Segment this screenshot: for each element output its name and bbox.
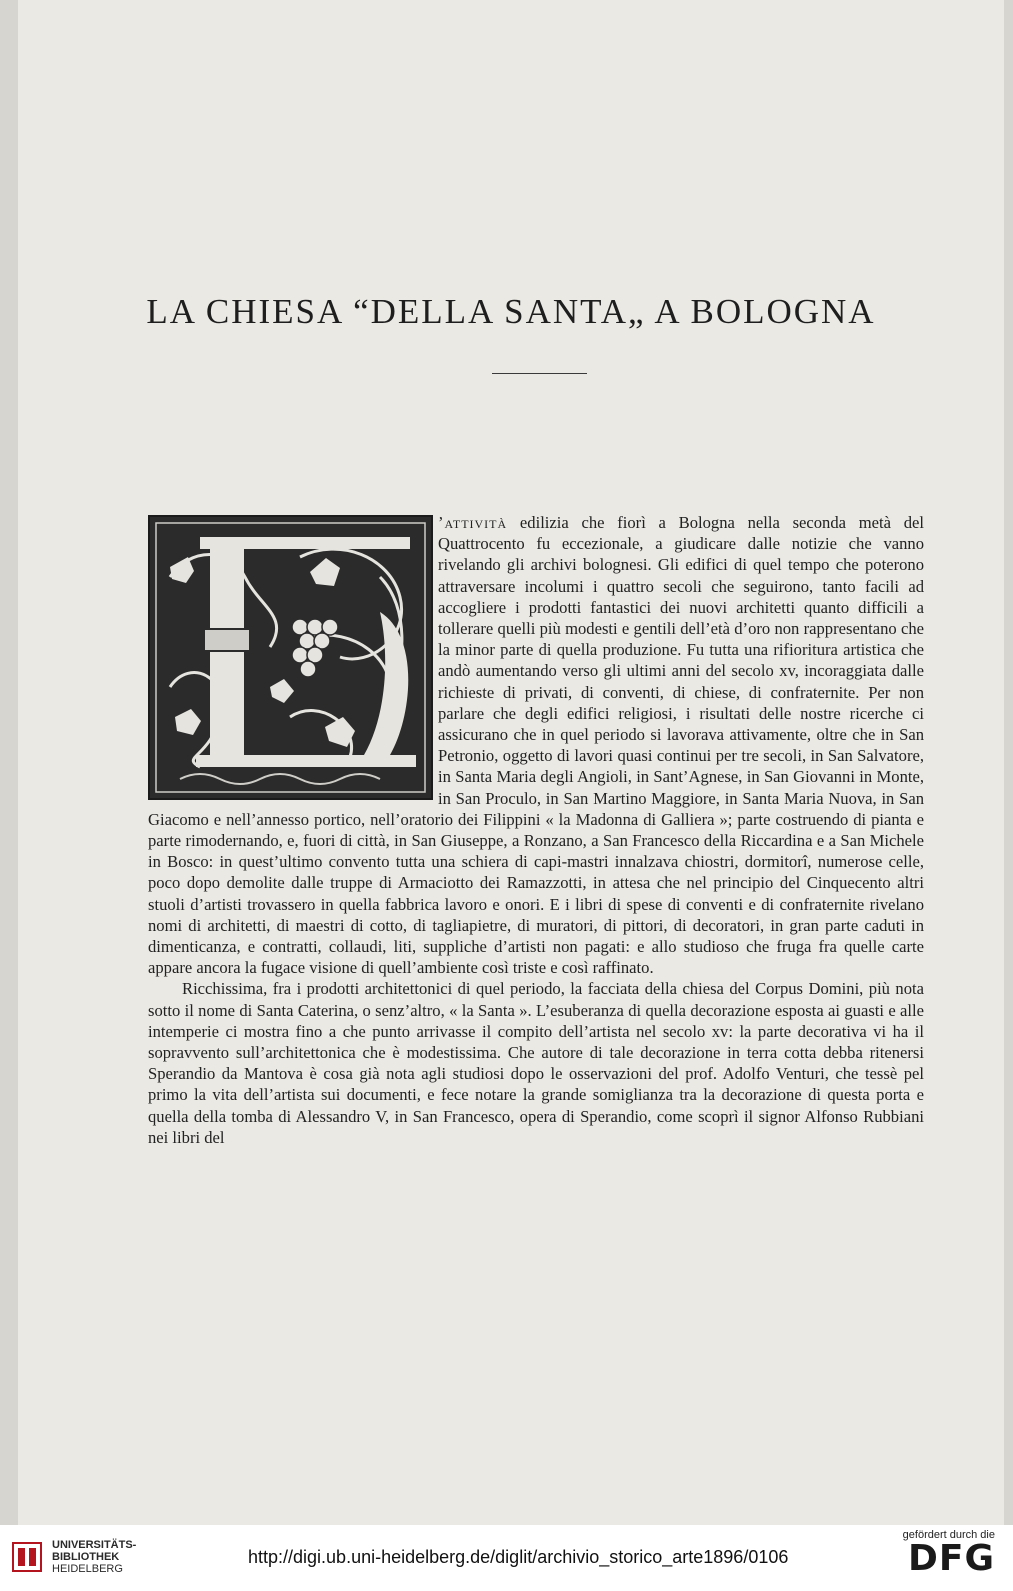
opening-words: ’attività	[438, 513, 508, 532]
footer-bar	[0, 1525, 1013, 1591]
library-line-2: BIBLIOTHEK	[52, 1551, 120, 1563]
library-line-1: UNIVERSITÄTS-	[52, 1539, 137, 1551]
dfg-logo: DFG	[907, 1538, 995, 1579]
university-library-icon	[12, 1542, 42, 1572]
title-divider	[492, 373, 587, 374]
article-body	[148, 512, 924, 1148]
permalink-url[interactable]: http://digi.ub.uni-heidelberg.de/diglit/archivio_storico_arte1896/0106	[248, 1547, 789, 1567]
article-title: LA CHIESA “DELLA SANTA„ A BOLOGNA	[146, 292, 876, 331]
funder-block[interactable]	[903, 1529, 995, 1577]
paragraph-2: Ricchissima, fra i prodotti architettonici di quel periodo, la facciata della chiesa del Corpus Domini, più nota sotto il nome di Santa Caterina, o senz’altro, « la Santa ». L’esuberanza di quella decorazione esposta ai guasti e alle intemperie ci mostra fino a che punto arrivasse il compito dell’artista nel secolo xv: la parte decorativa vi ha il sopravvento sull’architettonica che è modestissima. Che autore di tale decorazione in terra cotta debba ritenersi Sperandio da Mantova è cosa già nota agli studiosi dopo le osservazioni del prof. Adolfo Venturi, che tessè pel primo la vita dell’artista sui documenti, e fece notare la grande somiglianza tra la decorazione di questa porta e quella della tomba di Alessandro V, in San Francesco, opera di Sperandio, come scoprì il signor Alfonso Rubbiani nei libri del	[148, 979, 924, 1147]
funded-by-label: gefördert durch die	[902, 1529, 995, 1541]
library-line-3: HEIDELBERG	[52, 1563, 123, 1575]
paragraph-1-text: edilizia che fiorì a Bologna nella seconda metà del Quattrocento fu eccezionale, a giudicare dalle notizie che vanno rivelando gli archivi bolognesi. Gli edifici di quel tempo che poterono attraversare incolumi i quattro secoli che seguirono, tanto facili ad accogliere i prodotti fantastici dei nuovi architetti quanto difficili a tollerare quelli più modesti e gentili dell’età d’oro non rappresentano che la minor parte di quella produzione. Fu tutta una rifioritura artistica che andò aumentando verso gli ultimi anni del secolo xv, incoraggiata dalle richieste di privati, di conventi, di chiese, di confraternite. Per non parlare che degli edifici religiosi, i risultati delle nostre ricerche ci assicurano che in quel periodo si lavorava attivamente, oltre che in San Petronio, oggetto di lavori quasi continui per tre secoli, in San Salvatore, in Santa Maria degli Angioli, in Sant’Agnese, in San Giovanni in Monte, in San Proculo, in San Martino Maggiore, in Santa Maria Nuova, in San Giacomo e nell’annesso portico, nell’oratorio dei Filippini « la Madonna di Galliera »; parte costruendo di pianta e parte rimodernando, e, fuori di città, in San Giuseppe, a Ronzano, a San Francesco della Riccardina e a San Michele in Bosco: in quest’ultimo convento tutta una schiera di capi-mastri innalzava chiostri, dormitorî, numerose celle, poco dopo demolite dalle truppe di Armaciotto dei Ramazzotti, in attesa che nel principio del Cinquecento altri stuoli d’artisti trovassero in quella fabbrica lavoro e onori. E i libri di spese di conventi e di confraternite rivelano nomi di architetti, di maestri di cotto, di tagliapietre, di muratori, di pittori, di decoratori, in gran parte caduti in dimenticanza, e contratti, collaudi, liti, suppliche d’artisti non pagati: e allo studioso che fruga fra quelle carte appare ancora la fugace visione di quell’ambiente così triste e così raffinato.	[148, 513, 924, 978]
initial-space	[148, 512, 438, 800]
library-logo[interactable]	[12, 1539, 136, 1575]
